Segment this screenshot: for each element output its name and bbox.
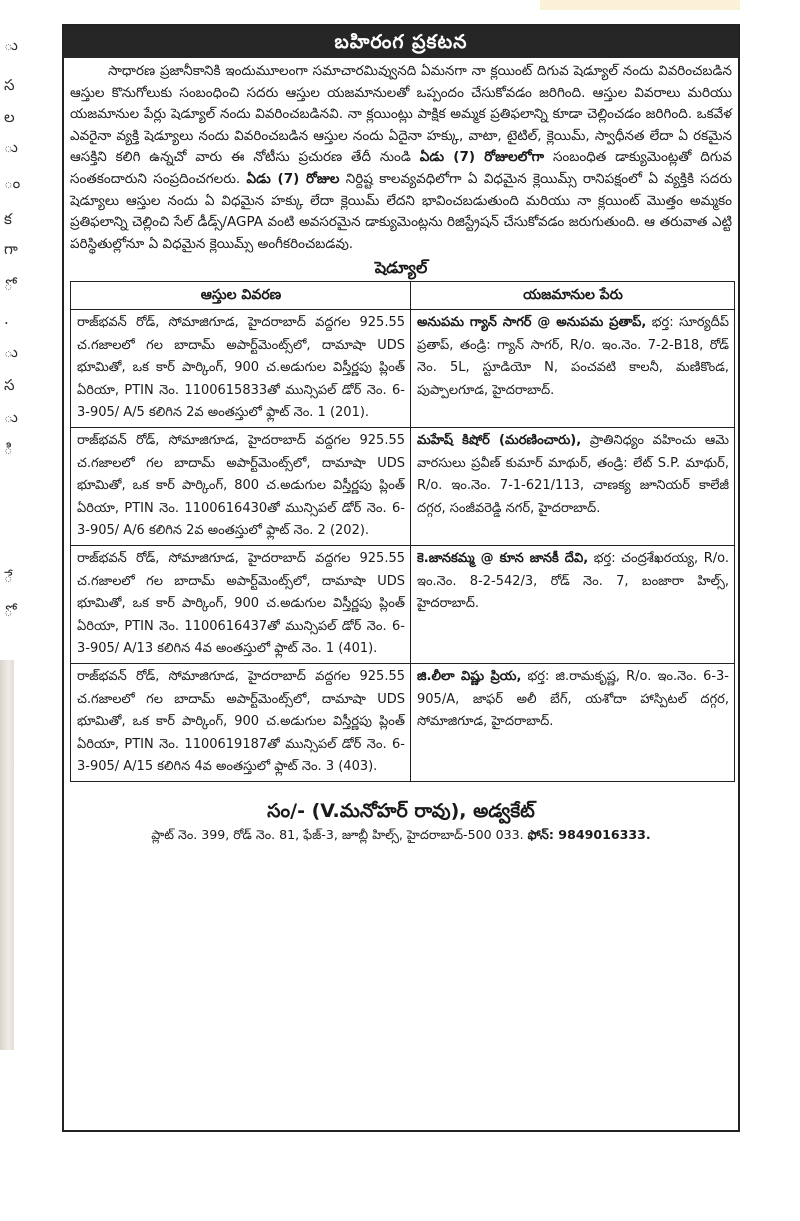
property-description: రాజ్‌భవన్ రోడ్, సోమాజిగూడ, హైదరాబాద్ వద్దగల 925.55 చ.గజాలలో గల బాదామ్ అపార్ట్‌మెంట్స్‌లో, దామాషా UDS భూమితో, ఒక కార్ పార్కింగ్, 900 చ.అడుగుల విస్తీర్ణపు ప్లింత్ ఏరియా, PTIN నెం. 1100615833తో మున్సిపల్ డోర్ నెం. 6-3-905/ A/5 కలిగిన 2వ అంతస్తులో ఫ్లాట్ నెం. 1 (201). xyxy=(71,310,411,428)
table-row xyxy=(71,428,735,546)
edge-glyph: ు xyxy=(4,138,18,156)
address-text: ప్లాట్ నెం. 399, రోడ్ నెం. 81, ఫేజ్-3, జూబ్లీ హిల్స్, హైదరాబాద్-500 033. xyxy=(151,827,528,843)
body-text-bold: ఏడు (7) రోజులలోగా xyxy=(419,149,545,166)
property-description: రాజ్‌భవన్ రోడ్, సోమాజిగూడ, హైదరాబాద్ వద్దగల 925.55 చ.గజాలలో గల బాదామ్ అపార్ట్‌మెంట్స్‌లో, దామాషా UDS భూమితో, ఒక కార్ పార్కింగ్, 800 చ.అడుగుల విస్తీర్ణపు ప్లింత్ ఏరియా, PTIN నెం. 1100616430తో మున్సిపల్ డోర్ నెం. 6-3-905/ A/6 కలిగిన 2వ అంతస్తులో ఫ్లాట్ నెం. 2 (202). xyxy=(71,428,411,546)
owner-cell xyxy=(411,310,735,428)
edge-glyph: క xyxy=(4,210,12,228)
owner-details: భర్త: సూర్యదీప్ ప్రతాప్, తండ్రి: గ్యాన్ సాగర్, R/o. ఇం.నెం. 7-2-B18, రోడ్ నెం. 5L, స్టూడియో N, పంచవటి కాలనీ, మణికొండ, పుప్పాలగూడ, హైదరాబాద్. xyxy=(417,315,729,398)
phone-number: ఫోన్: 9849016333. xyxy=(527,827,651,843)
edge-glyph: గా xyxy=(4,240,18,258)
body-text: నిర్దిష్ట కాలవ్యవధిలోగా ఏ విధమైన క్లెయిమ్స్ రానిపక్షంలో ఏ వ్యక్తికి సదరు షెడ్యూలు ఆస్తుల నందు ఏ విధమైన హక్కు లేదా క్లెయిమ్ లేదని భావించబడుతుంది మరియు నా క్లయింట్ మొత్తం అమ్మకం ప్రతిఫలాన్ని చెల్లించి సేల్ డీడ్స్/AGPA వంటి అవసరమైన డాక్యుమెంట్లను రిజిస్ట్రేషన్ చేసుకోవడం జరుగుతుంది. ఆ తరువాత ఎట్టి పరిస్థితుల్లోనూ ఏ విధమైన క్లెయిమ్స్ అంగీకరించబడవు. xyxy=(70,170,732,252)
column-header-owner: యజమానుల పేరు xyxy=(411,282,735,310)
owner-cell xyxy=(411,664,735,782)
body-text: సాధారణ ప్రజానీకానికి ఇందుమూలంగా సమాచారమివ్వునది ఏమనగా నా క్లయింట్ దిగువ షెడ్యూల్ నందు వివరించబడిన ఆస్తుల కొనుగోలుకు సంబంధించి సదరు ఆస్తుల యజమానులతో ఒప్పందం చేసుకోవడం జరిగింది. ఆస్తుల వివరాలు మరియు యజమానుల పేర్లు షెడ్యూల్ నందు వివరించబడినవి. నా క్లయింట్లు పాక్షిక అమ్మక ప్రతిఫలాన్ని కూడా చెల్లించడం జరిగింది. ఒకవేళ ఎవరైనా వ్యక్తి షెడ్యూలు నందు వివరించబడిన ఆస్తుల నందు ఏదైనా హక్కు, వాటా, టైటిల్, క్లెయిమ్, స్వాధీనత లేదా ఏ రకమైన ఆసక్తిని కలిగి ఉన్నచో వారు ఈ నోటీసు ప్రచురణ తేదీ నుండి xyxy=(70,63,732,166)
schedule-table xyxy=(70,281,735,782)
column-header-property: ఆస్తుల వివరణ xyxy=(71,282,411,310)
edge-glyph: ి xyxy=(4,440,13,458)
edge-glyph: ం xyxy=(4,174,21,192)
edge-glyph: ు xyxy=(4,343,18,361)
owner-details: భర్త: జి.రామకృష్ణ, R/o. ఇం.నెం. 6-3-905/A, జాఫర్ అలీ బేగ్, యశోదా హాస్పిటల్ దగ్గర, సోమాజిగూడ, హైదరాబాద్. xyxy=(417,669,729,730)
table-row xyxy=(71,310,735,428)
owner-name: కె.జానకమ్మ @ కూన జానకీ దేవి, xyxy=(417,551,589,567)
advocate-signature: సం/- (V.మనోహర్ రావు), అడ్వకేట్ xyxy=(267,800,535,823)
owner-cell xyxy=(411,428,735,546)
body-text-bold: ఏడు (7) రోజుల xyxy=(246,170,340,187)
table-row xyxy=(71,546,735,664)
owner-name: అనుపమ గ్యాన్ సాగర్ @ అనుపమ ప్రతాప్, xyxy=(417,315,647,331)
edge-glyph: స xyxy=(4,376,15,394)
advocate-address xyxy=(64,826,738,844)
property-description: రాజ్‌భవన్ రోడ్, సోమాజిగూడ, హైదరాబాద్ వద్దగల 925.55 చ.గజాలలో గల బాదామ్ అపార్ట్‌మెంట్స్‌లో, దామాషా UDS భూమితో, ఒక కార్ పార్కింగ్, 900 చ.అడుగుల విస్తీర్ణపు ప్లింత్ ఏరియా, PTIN నెం. 1100619187తో మున్సిపల్ డోర్ నెం. 6-3-905/ A/15 కలిగిన 4వ అంతస్తులో ఫ్లాట్ నెం. 3 (403). xyxy=(71,664,411,782)
table-header-row xyxy=(71,282,735,310)
property-description: రాజ్‌భవన్ రోడ్, సోమాజిగూడ, హైదరాబాద్ వద్దగల 925.55 చ.గజాలలో గల బాదామ్ అపార్ట్‌మెంట్స్‌లో, దామాషా UDS భూమితో, ఒక కార్ పార్కింగ్, 900 చ.అడుగుల విస్తీర్ణపు ప్లింత్ ఏరియా, PTIN నెం. 1100616437తో మున్సిపల్ డోర్ నెం. 6-3-905/ A/13 కలిగిన 4వ అంతస్తులో ఫ్లాట్ నెం. 1 (401). xyxy=(71,546,411,664)
owner-name: మహేష్ కిషోర్ (మరణించారు), xyxy=(417,433,582,449)
owner-details: ప్రాతినిధ్యం వహించు ఆమె వారసులు ప్రవీణ్ కుమార్ మాథుర్, తండ్రి: లేట్ S.P. మాథుర్, R/o. ఇం.నెం. 7-1-621/113, చాణక్య జూనియర్ కాలేజీ దగ్గర, సంజీవరెడ్డి నగర్, హైదరాబాద్. xyxy=(417,433,729,516)
public-notice xyxy=(62,24,740,1132)
owner-cell xyxy=(411,546,735,664)
edge-glyph: ు xyxy=(4,408,18,426)
edge-glyph: ే xyxy=(4,568,13,586)
schedule-heading: షెడ్యూల్ xyxy=(374,258,428,278)
owner-details: భర్త: చంద్రశేఖరయ్య, R/o. ఇం.నెం. 8-2-542/3, రోడ్ నెం. 7, బంజారా హిల్స్, హైదరాబాద్. xyxy=(417,551,729,612)
notice-title: బహిరంగ ప్రకటన xyxy=(64,26,738,58)
edge-glyph: . xyxy=(4,310,9,328)
owner-name: జి.లీలా విష్ణు ప్రియ, xyxy=(417,669,522,685)
edge-glyph: ో xyxy=(4,602,13,620)
edge-glyph: స xyxy=(4,76,15,94)
notice-body xyxy=(70,61,732,255)
adjacent-ad-edge xyxy=(540,0,740,10)
table-row xyxy=(71,664,735,782)
edge-glyph: ల xyxy=(4,108,15,126)
clipped-photo xyxy=(0,660,14,1050)
left-column-clipped-text xyxy=(0,0,32,1221)
edge-glyph: ు xyxy=(4,36,18,54)
edge-glyph: ో xyxy=(4,276,13,294)
body-text: సంబంధిత డాక్యుమెంట్లతో దిగువ సంతకందారుని సంప్రదించగలరు. xyxy=(70,149,733,187)
